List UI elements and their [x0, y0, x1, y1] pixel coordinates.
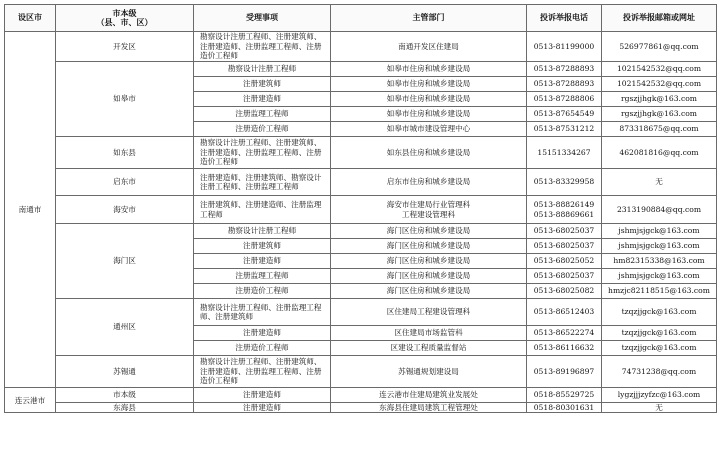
- email-cell: jshmjsjgck@163.com: [602, 269, 717, 284]
- district-cell: 如东县: [56, 137, 194, 169]
- table-header-row: [5, 5, 717, 32]
- email-cell: rgszjjhgk@163.com: [602, 107, 717, 122]
- item-cell: 注册建筑师: [194, 239, 331, 254]
- district-cell: 东海县: [56, 403, 194, 413]
- header-email: 投诉举报邮箱或网址: [602, 5, 717, 32]
- item-cell: 注册建造师: [194, 326, 331, 341]
- email-cell: hm82315338@163.com: [602, 254, 717, 269]
- table-body: [5, 32, 717, 413]
- email-cell: 526977861@qq.com: [602, 32, 717, 62]
- phone-cell: 0513-87531212: [527, 122, 602, 137]
- district-cell: 海门区: [56, 224, 194, 299]
- email-cell: jshmjsjgck@163.com: [602, 224, 717, 239]
- table-row: [5, 403, 717, 413]
- department-cell: 海门区住房和城乡建设局: [331, 239, 527, 254]
- table-row: [5, 62, 717, 77]
- header-phone: 投诉举报电话: [527, 5, 602, 32]
- email-cell: 2313190884@qq.com: [602, 196, 717, 224]
- district-cell: 如皋市: [56, 62, 194, 137]
- department-cell: 如皋市住房和城乡建设局: [331, 92, 527, 107]
- department-cell: 如皋市住房和城乡建设局: [331, 62, 527, 77]
- phone-cell: 0513-81199000: [527, 32, 602, 62]
- phone-cell: 0513-89196897: [527, 356, 602, 388]
- email-cell: tzqzjjgck@163.com: [602, 326, 717, 341]
- table-row: [5, 169, 717, 196]
- item-cell: 注册监理工程师: [194, 107, 331, 122]
- table-row: [5, 224, 717, 239]
- item-cell: 注册建造师、注册建筑师、勘察设计注册工程师、注册监理工程师: [194, 169, 331, 196]
- complaint-contact-table: [4, 4, 717, 413]
- email-cell: tzqzjjgck@163.com: [602, 341, 717, 356]
- department-cell: 如东县住房和城乡建设局: [331, 137, 527, 169]
- department-cell: 东海县住建局建筑工程管理处: [331, 403, 527, 413]
- department-cell: 如皋市住房和城乡建设局: [331, 107, 527, 122]
- item-cell: 注册建造师: [194, 92, 331, 107]
- phone-cell: 0518-80301631: [527, 403, 602, 413]
- department-cell: 海门区住房和城乡建设局: [331, 269, 527, 284]
- item-cell: 注册建造师: [194, 403, 331, 413]
- complaint-contact-table-container: [4, 4, 716, 413]
- phone-cell: 0513-87288893: [527, 77, 602, 92]
- email-cell: 1021542532@qq.com: [602, 62, 717, 77]
- department-cell: 海门区住房和城乡建设局: [331, 224, 527, 239]
- item-cell: 注册造价工程师: [194, 122, 331, 137]
- email-cell: 873318675@qq.com: [602, 122, 717, 137]
- email-cell: lygzjjjzyfzc@163.com: [602, 388, 717, 403]
- item-cell: 勘察设计注册工程师: [194, 224, 331, 239]
- table-row: [5, 137, 717, 169]
- phone-cell: 0513-68025037: [527, 239, 602, 254]
- item-cell: 注册建造师: [194, 388, 331, 403]
- item-cell: 注册建造师: [194, 254, 331, 269]
- department-cell: 南通开发区住建局: [331, 32, 527, 62]
- email-cell: tzqzjjgck@163.com: [602, 299, 717, 326]
- department-cell: 苏锡通规划建设局: [331, 356, 527, 388]
- header-city: 设区市: [5, 5, 56, 32]
- district-cell: 通州区: [56, 299, 194, 356]
- phone-cell: 0513-87288893: [527, 62, 602, 77]
- item-cell: 注册监理工程师: [194, 269, 331, 284]
- phone-cell: 0513-86116632: [527, 341, 602, 356]
- phone-cell: 15151334267: [527, 137, 602, 169]
- district-cell: 市本级: [56, 388, 194, 403]
- email-cell: 1021542532@qq.com: [602, 77, 717, 92]
- header-district: 市本级 （县、市、区）: [56, 5, 194, 32]
- phone-cell: 0513-86522274: [527, 326, 602, 341]
- email-cell: 462081816@qq.com: [602, 137, 717, 169]
- department-cell: 如皋市住房和城乡建设局: [331, 77, 527, 92]
- department-cell: 区住建局工程建设管理科: [331, 299, 527, 326]
- phone-cell: 0513-86512403: [527, 299, 602, 326]
- department-cell: 如皋市城市建设管理中心: [331, 122, 527, 137]
- table-row: [5, 32, 717, 62]
- email-cell: jshmjsjgck@163.com: [602, 239, 717, 254]
- item-cell: 勘察设计注册工程师、注册建筑师、注册建造师、注册监理工程师、注册造价工程师: [194, 32, 331, 62]
- department-cell: 启东市住房和城乡建设局: [331, 169, 527, 196]
- item-cell: 注册造价工程师: [194, 284, 331, 299]
- item-cell: 注册造价工程师: [194, 341, 331, 356]
- district-cell: 苏锡通: [56, 356, 194, 388]
- item-cell: 勘察设计注册工程师、注册建筑师、注册建造师、注册监理工程师、注册造价工程师: [194, 356, 331, 388]
- email-cell: hmzjc82118515@163.com: [602, 284, 717, 299]
- table-row: [5, 299, 717, 326]
- phone-cell: 0513-68025037: [527, 269, 602, 284]
- phone-cell: 0513-88826149 0513-88869661: [527, 196, 602, 224]
- item-cell: 注册建筑师、注册建造师、注册监理工程师: [194, 196, 331, 224]
- header-item: 受理事项: [194, 5, 331, 32]
- district-cell: 海安市: [56, 196, 194, 224]
- phone-cell: 0513-68025037: [527, 224, 602, 239]
- department-cell: 海安市住建局行业管理科 工程建设管理科: [331, 196, 527, 224]
- item-cell: 勘察设计注册工程师、注册建筑师、注册建造师、注册监理工程师、注册造价工程师: [194, 137, 331, 169]
- phone-cell: 0513-87288806: [527, 92, 602, 107]
- department-cell: 连云港市住建局建筑业发展处: [331, 388, 527, 403]
- district-cell: 启东市: [56, 169, 194, 196]
- city-cell: 连云港市: [5, 388, 56, 413]
- item-cell: 勘察设计注册工程师、注册监理工程师、注册建筑师: [194, 299, 331, 326]
- email-cell: rgszjjhgk@163.com: [602, 92, 717, 107]
- phone-cell: 0513-68025052: [527, 254, 602, 269]
- phone-cell: 0513-68025082: [527, 284, 602, 299]
- department-cell: 区建设工程质量监督站: [331, 341, 527, 356]
- item-cell: 勘察设计注册工程师: [194, 62, 331, 77]
- phone-cell: 0518-85529725: [527, 388, 602, 403]
- table-row: [5, 196, 717, 224]
- department-cell: 区住建局市场监管科: [331, 326, 527, 341]
- department-cell: 海门区住房和城乡建设局: [331, 284, 527, 299]
- email-cell: 无: [602, 169, 717, 196]
- email-cell: 74731238@qq.com: [602, 356, 717, 388]
- phone-cell: 0513-83329958: [527, 169, 602, 196]
- email-cell: 无: [602, 403, 717, 413]
- phone-cell: 0513-87654549: [527, 107, 602, 122]
- header-department: 主管部门: [331, 5, 527, 32]
- item-cell: 注册建筑师: [194, 77, 331, 92]
- district-cell: 开发区: [56, 32, 194, 62]
- table-row: [5, 356, 717, 388]
- department-cell: 海门区住房和城乡建设局: [331, 254, 527, 269]
- table-row: [5, 388, 717, 403]
- city-cell: 南通市: [5, 32, 56, 388]
